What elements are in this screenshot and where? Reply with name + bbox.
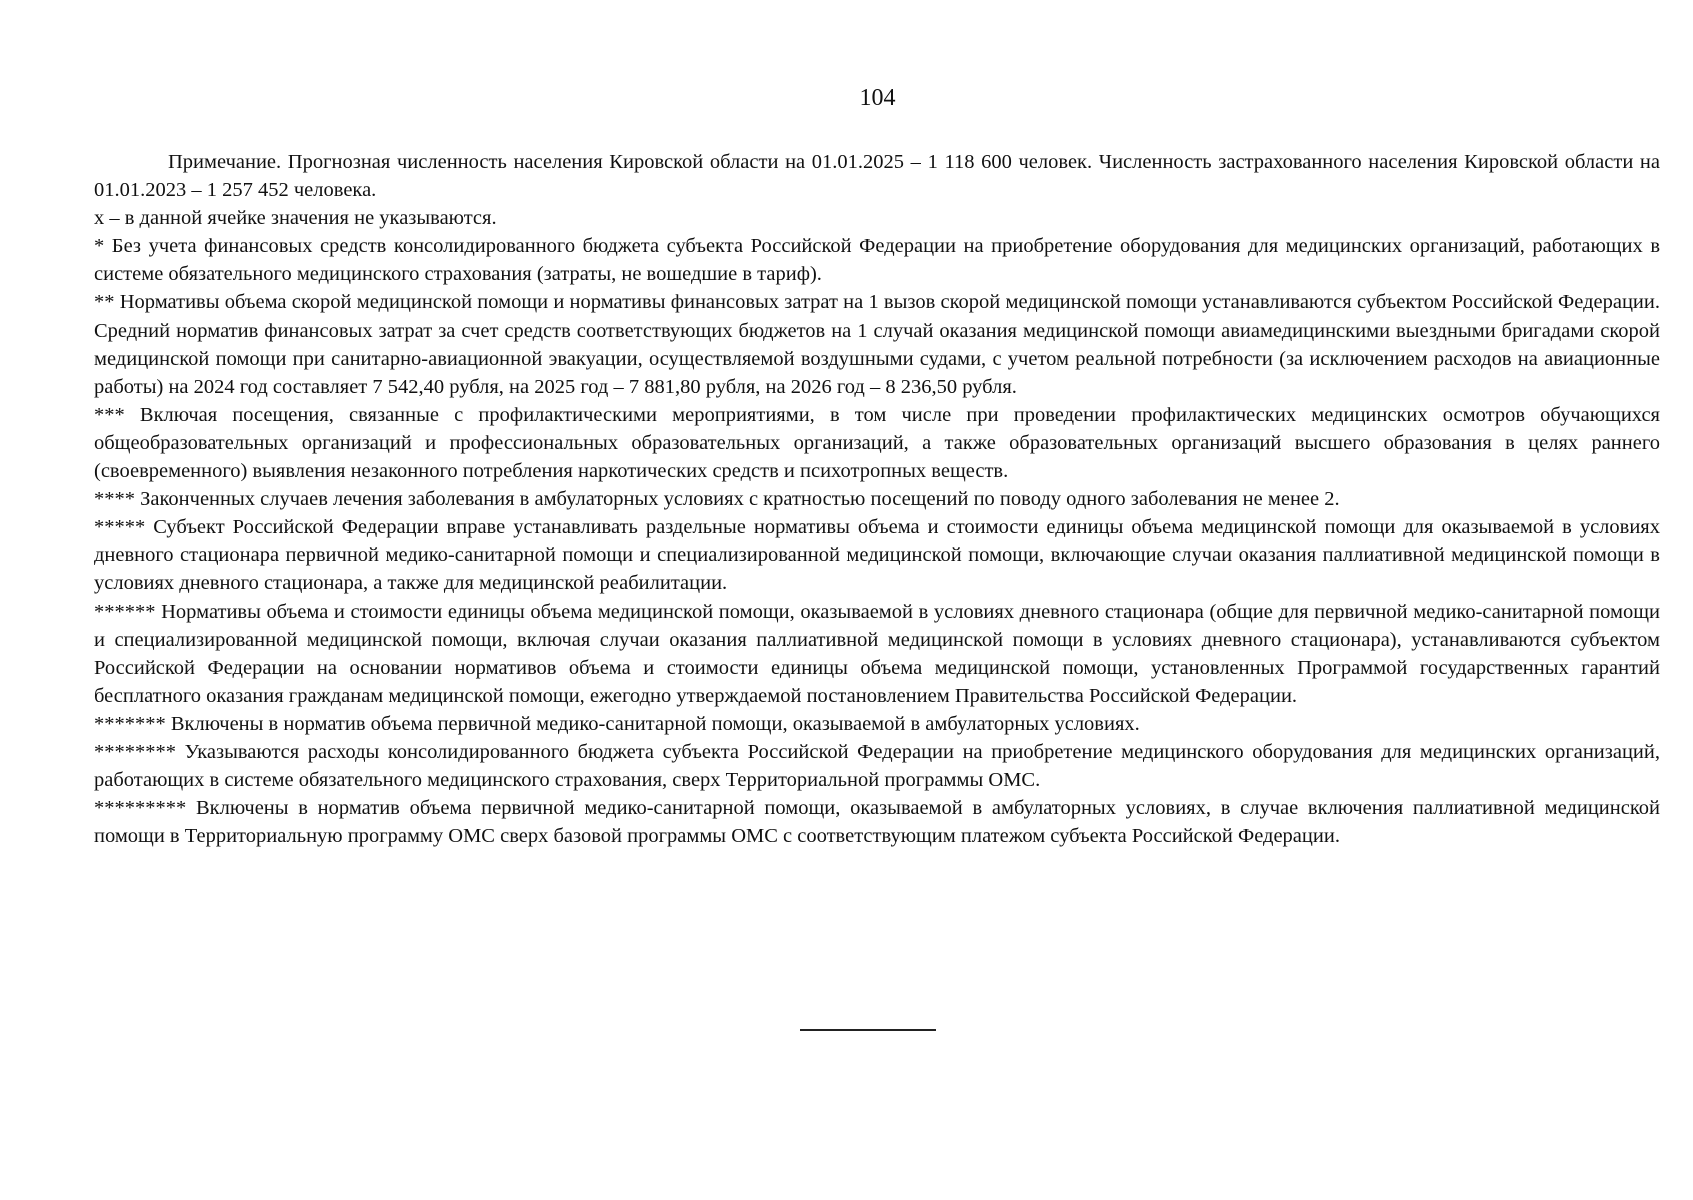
footnote-2: ** Нормативы объема скорой медицинской помощи и нормативы финансовых затрат на 1 вызов скорой медицинской помощи устанавливаются субъектом Российской Федерации. Средний норматив финансовых затрат за счет средств соответствующих бюджетов на 1 случай оказания медицинской помощи авиамедицинскими выездными бригадами скорой медицинской помощи при санитарно-авиационной эвакуации, осуществляемой воздушными судами, с учетом реальной потребности (за исключением расходов на авиационные работы) на 2024 год составляет 7 542,40 рубля, на 2025 год – 7 881,80 рубля, на 2026 год – 8 236,50 рубля. bbox=[94, 291, 1660, 398]
note-x-legend: х – в данной ячейке значения не указываются. bbox=[94, 207, 497, 230]
footnote-7: ******* Включены в норматив объема первичной медико-санитарной помощи, оказываемой в амбулаторных условиях. bbox=[94, 712, 1140, 735]
page-number: 104 bbox=[859, 85, 896, 111]
end-rule bbox=[800, 1029, 936, 1031]
footnotes-block bbox=[94, 148, 1660, 850]
footnote-1: * Без учета финансовых средств консолидированного бюджета субъекта Российской Федерации на приобретение оборудования для медицинских организаций, работающих в системе обязательного медицинского страхования (затраты, не вошедшие в тариф). bbox=[94, 235, 1660, 286]
note-population: Примечание. Прогнозная численность населения Кировской области на 01.01.2025 – 1 118 600 человек. Численность застрахованного населения Кировской области на 01.01.2023 – 1 257 452 человека. bbox=[94, 151, 1660, 202]
footnote-5: ***** Субъект Российской Федерации вправе устанавливать раздельные нормативы объема и стоимости единицы объема медицинской помощи для оказываемой в условиях дневного стационара первичной медико-санитарной помощи и специализированной медицинской помощи, включающие случаи оказания паллиативной медицинской помощи в условиях дневного стационара, а также для медицинской реабилитации. bbox=[94, 516, 1660, 595]
footnote-3: *** Включая посещения, связанные с профилактическими мероприятиями, в том числе при проведении профилактических медицинских осмотров обучающихся общеобразовательных организаций и профессиональных образовательных организаций, а также образовательных организаций высшего образования в целях раннего (своевременного) выявления незаконного потребления наркотических средств и психотропных веществ. bbox=[94, 403, 1660, 483]
footnote-6: ****** Нормативы объема и стоимости единицы объема медицинской помощи, оказываемой в условиях дневного стационара (общие для первичной медико-санитарной помощи и специализированной медицинской помощи, включая случаи оказания паллиативной медицинской помощи в условиях дневного стационара), устанавливаются субъектом Российской Федерации на основании нормативов объема и стоимости единицы объема медицинской помощи, установленных Программой государственных гарантий бесплатного оказания гражданам медицинской помощи, ежегодно утверждаемой постановлением Правительства Российской Федерации. bbox=[94, 600, 1660, 707]
footnote-4: **** Законченных случаев лечения заболевания в амбулаторных условиях с кратностью посещений по поводу одного заболевания не менее 2. bbox=[94, 488, 1340, 511]
footnote-9: ********* Включены в норматив объема первичной медико-санитарной помощи, оказываемой в амбулаторных условиях, в случае включения паллиативной медицинской помощи в Территориальную программу ОМС сверх базовой программы ОМС с соответствующим платежом субъекта Российской Федерации. bbox=[94, 797, 1660, 848]
footnote-8: ******** Указываются расходы консолидированного бюджета субъекта Российской Федерации на приобретение медицинского оборудования для медицинских организаций, работающих в системе обязательного медицинского страхования, сверх Территориальной программы ОМС. bbox=[94, 740, 1660, 792]
